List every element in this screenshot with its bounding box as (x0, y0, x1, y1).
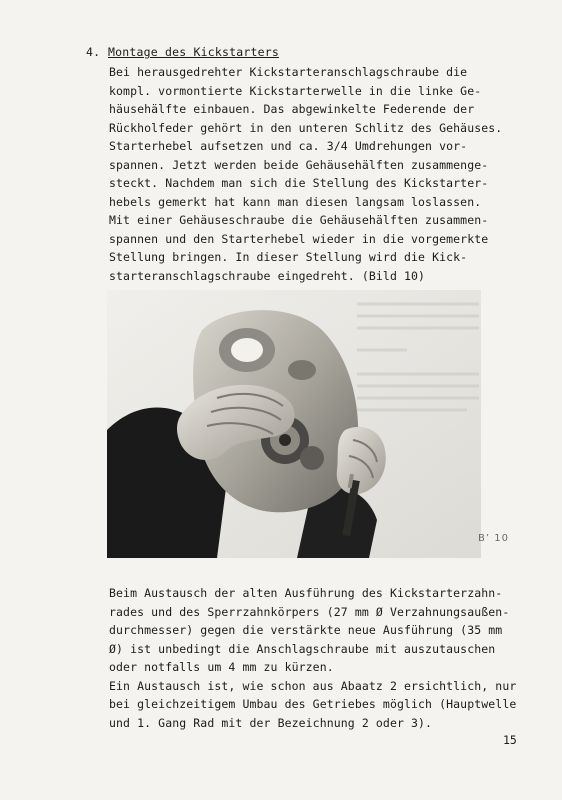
figure-caption: B’ 10 (478, 533, 509, 544)
section-title: Montage des Kickstarters (108, 45, 279, 59)
text-line: starteranschlagschraube eingedreht. (Bild 10) (109, 268, 426, 283)
text-line: Rückholfeder gehört in den unteren Schlitz des Gehäuses. (109, 120, 503, 135)
text-line: und 1. Gang Rad mit der Bezeichnung 2 oder 3). (109, 715, 433, 730)
text-line: hebels gemerkt hat kann man diesen langsam loslassen. (109, 194, 482, 209)
photo-illustration (107, 290, 481, 558)
kickstarter-assembly-photo (107, 290, 481, 558)
text-line: Stellung bringen. In dieser Stellung wird die Kick- (109, 250, 468, 264)
text-line: durchmesser) gegen die verstärkte neue Ausführung (35 mm (109, 623, 503, 637)
text-line: rades und des Sperrzahnkörpers (27 mm Ø Verzahnungsaußen- (109, 604, 510, 619)
page-number: 15 (503, 733, 517, 747)
text-line: Ein Austausch ist, wie schon aus Abaatz 2 ersichtlich, nur (109, 678, 517, 693)
text-line: Beim Austausch der alten Ausführung des Kickstarterzahn- (109, 586, 503, 600)
text-line: oder notfalls um 4 mm zu kürzen. (109, 660, 334, 674)
text-line: spannen. Jetzt werden beide Gehäusehälften zusammenge- (109, 157, 489, 172)
text-line: Mit einer Gehäuseschraube die Gehäusehälften zusammen- (109, 213, 489, 227)
text-line: spannen und den Starterhebel wieder in die vorgemerkte (109, 231, 489, 246)
text-line: Bei herausgedrehter Kickstarteranschlagschraube die (109, 65, 468, 79)
section-heading (86, 45, 279, 59)
text-line: steckt. Nachdem man sich die Stellung des Kickstarter- (109, 176, 489, 190)
text-line: häusehälfte einbauen. Das abgewinkelte Federende der (109, 102, 475, 116)
text-line: kompl. vormontierte Kickstarterwelle in die linke Ge- (109, 83, 482, 98)
instruction-paragraph (109, 63, 502, 285)
section-number: 4. (86, 45, 101, 59)
replacement-note-paragraph (109, 584, 516, 732)
text-line: Starterhebel aufsetzen und ca. 3/4 Umdrehungen vor- (109, 139, 468, 153)
text-line: bei gleichzeitigem Umbau des Getriebes möglich (Hauptwelle (109, 697, 517, 711)
text-line: Ø) ist unbedingt die Anschlagschraube mit auszutauschen (109, 641, 496, 656)
